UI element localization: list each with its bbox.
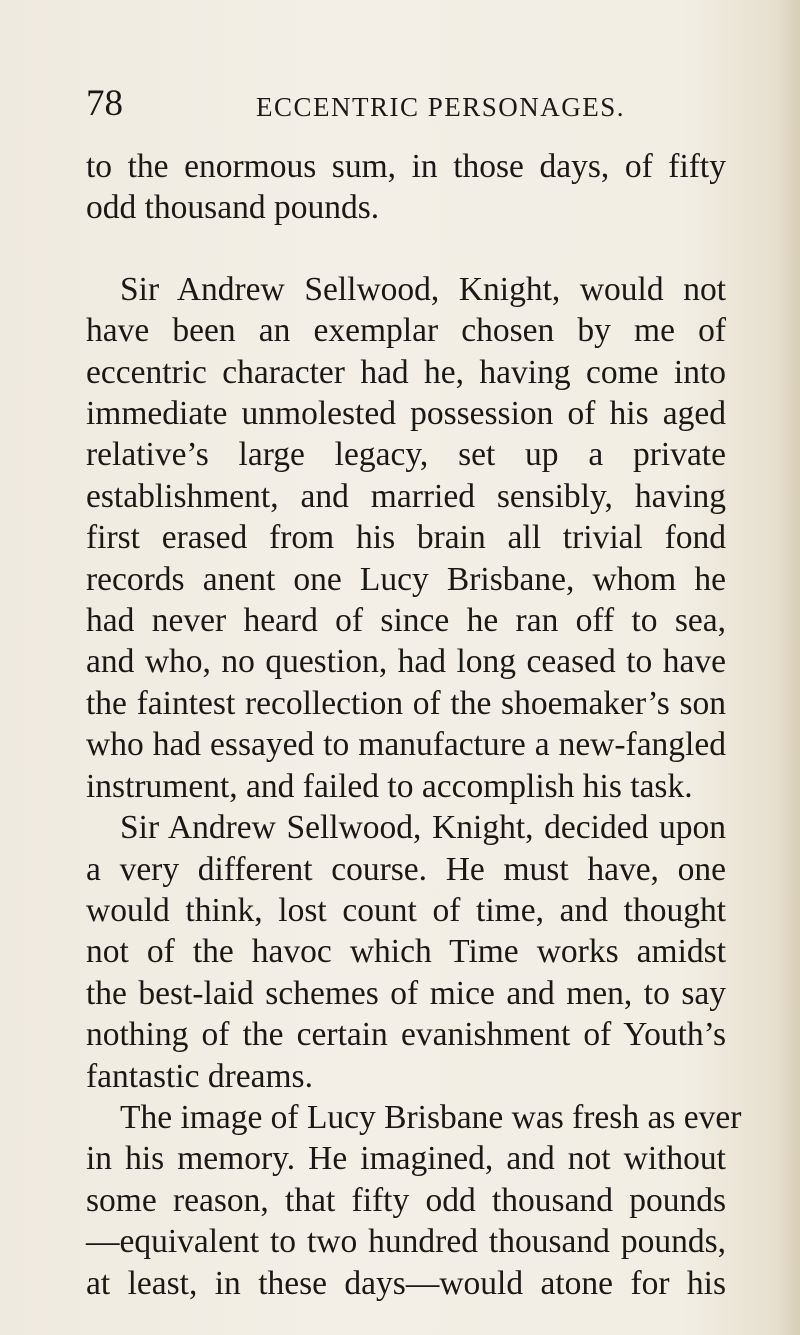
text-line: had never heard of since he ran off to sea, xyxy=(86,602,726,640)
text-line: The image of Lucy Brisbane was fresh as ever xyxy=(120,1098,742,1136)
page-header xyxy=(86,84,726,124)
text-line: instrument, and failed to accomplish his task. xyxy=(86,767,693,805)
text-line: would think, lost count of time, and thought xyxy=(86,891,726,929)
text-line: eccentric character had he, having come into xyxy=(86,353,726,391)
text-line: the best-laid schemes of mice and men, to say xyxy=(86,974,726,1012)
text-line: establishment, and married sensibly, having xyxy=(86,477,726,515)
text-line: not of the havoc which Time works amidst xyxy=(86,933,726,971)
text-line: relative’s large legacy, set up a private xyxy=(86,436,726,474)
text-line: at least, in these days—would atone for his xyxy=(86,1264,726,1302)
page-number: 78 xyxy=(86,83,123,124)
text-line: a very different course. He must have, one xyxy=(86,850,726,888)
text-line: have been an exemplar chosen by me of xyxy=(86,312,726,350)
text-line: first erased from his brain all trivial fond xyxy=(86,519,726,557)
text-line: to the enormous sum, in those days, of fifty xyxy=(86,148,726,185)
text-line: nothing of the certain evanishment of Youth’s xyxy=(86,1016,726,1054)
text-line: Sir Andrew Sellwood, Knight, would not xyxy=(120,270,726,308)
text-line: some reason, that fifty odd thousand pounds xyxy=(86,1181,726,1219)
text-line: odd thousand pounds. xyxy=(86,189,380,227)
text-line: records anent one Lucy Brisbane, whom he xyxy=(86,560,726,598)
paragraph-gap xyxy=(86,229,726,269)
text-line: —equivalent to two hundred thousand pounds, xyxy=(86,1223,726,1261)
text-line: and who, no question, had long ceased to have xyxy=(86,643,726,681)
text-line: Sir Andrew Sellwood, Knight, decided upon xyxy=(120,809,726,847)
text-line: fantastic dreams. xyxy=(86,1057,313,1095)
text-line: who had essayed to manufacture a new-fangled xyxy=(86,726,726,764)
text-line: immediate unmolested possession of his aged xyxy=(86,395,726,433)
text-line: the faintest recollection of the shoemaker’s son xyxy=(86,684,726,722)
body-text xyxy=(86,146,742,1304)
running-head: ECCENTRIC PERSONAGES. xyxy=(256,92,626,122)
text-line: in his memory. He imagined, and not without xyxy=(86,1140,726,1178)
